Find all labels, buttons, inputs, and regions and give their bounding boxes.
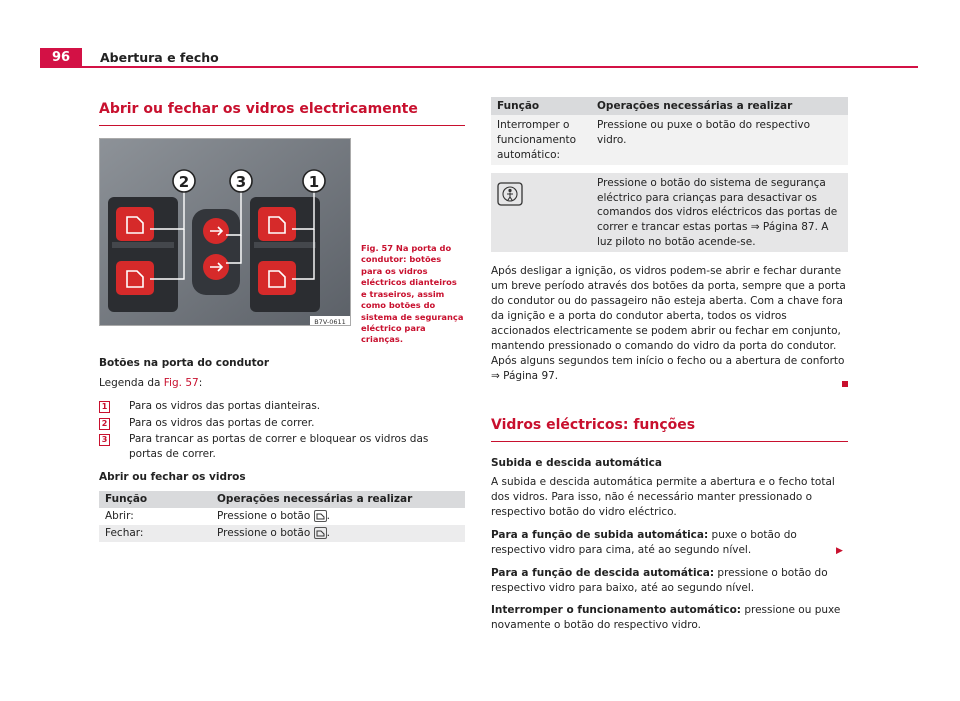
- continue-arrow-icon: ▶: [836, 546, 843, 556]
- ignition-paragraph: [491, 264, 848, 383]
- legend-text: Para os vidros das portas de correr.: [129, 416, 315, 429]
- text-up: puxe o botão do respectivo vidro para cima, até ao segundo nível.: [491, 528, 797, 556]
- legend-number-badge: 1: [99, 401, 110, 413]
- op-text: Pressione o botão: [217, 510, 311, 523]
- legend-number-badge: 2: [99, 418, 110, 430]
- paragraph-text: Após desligar a ignição, os vidros podem-se abrir e fechar durante um breve período através dos botões da porta, sempre que a porta do condutor ou do passageiro não esteja aberta. Com a chave fora da ignição e a porta do condutor aberta, todos os vidros accionados electricamente se podem abrir ou fechar em conjunto, mantendo pressionado o comando do vidro da porta do condutor. Após alguns segundos tem início o fecho ou a abertura de conforto ⇒ Página 97.: [491, 265, 846, 382]
- table-cell: Pressione o botão do sistema de segurança eléctrico para crianças para desactivar os comandos dos vidros eléctricos das portas de correr e trancar estas portas ⇒ Página 87. A luz piloto no botão acende-se.: [591, 169, 848, 253]
- table-header-row: [99, 491, 465, 508]
- figure-window-buttons: [99, 138, 351, 326]
- right-column: [491, 97, 848, 633]
- figure-row: [99, 138, 465, 346]
- callout-label: 3: [235, 172, 247, 191]
- legend-item: [99, 399, 465, 414]
- text-down: pressione o botão do respectivo vidro para baixo, até ao segundo nível.: [491, 566, 828, 594]
- header-rule: [40, 66, 918, 68]
- table-row: [491, 115, 848, 169]
- table-cell: Interromper o funcionamento automático:: [491, 115, 591, 169]
- legend-number-badge: 3: [99, 434, 110, 446]
- paragraph-auto: A subida e descida automática permite a abertura e o fecho total dos vidros. Para isso, não é necessário manter pressionado o respectivo botão do vidro eléctrico.: [491, 476, 835, 518]
- table-cell: [211, 508, 465, 525]
- table-header: Operações necessárias a realizar: [211, 491, 465, 508]
- legend-item: [99, 432, 465, 462]
- text-interrupt: pressione ou puxe novamente o botão do respectivo vidro.: [491, 604, 841, 632]
- open-close-table: [99, 491, 465, 542]
- table-cell: Abrir:: [105, 510, 134, 523]
- legend-text: Para os vidros das portas dianteiras.: [129, 399, 321, 412]
- paragraph-interrupt: [491, 603, 848, 633]
- legend-item: [99, 416, 465, 431]
- section-title-functions: Vidros eléctricos: funções: [491, 416, 848, 442]
- table-row: [491, 169, 848, 253]
- page-number: 96: [40, 48, 82, 68]
- subheading-driver-door: Botões na porta do condutor: [99, 356, 270, 369]
- table-header: Função: [491, 97, 591, 115]
- label-down: Para a função de descida automática:: [491, 566, 715, 579]
- legend-text: Para trancar as portas de correr e bloquear os vidros das portas de correr.: [129, 433, 429, 461]
- op-end: .: [326, 526, 330, 539]
- figure-link[interactable]: Fig. 57: [163, 376, 199, 389]
- image-code: B7V-0611: [314, 317, 346, 326]
- paragraph-up: [491, 528, 848, 558]
- table-row: [99, 525, 465, 542]
- door-panel-illustration: [100, 139, 351, 326]
- front-right-window-button: [258, 261, 296, 295]
- section-title: Abrir ou fechar os vidros electricamente: [99, 100, 465, 126]
- table-cell: Fechar:: [99, 525, 211, 542]
- subheading-auto: Subida e descida automática: [491, 457, 662, 470]
- legend-list: [99, 399, 465, 463]
- label-up: Para a função de subida automática:: [491, 528, 709, 541]
- table-row: [99, 508, 465, 525]
- front-left-window-button: [258, 207, 296, 241]
- op-end: .: [326, 510, 330, 523]
- table-header: Operações necessárias a realizar: [591, 97, 848, 115]
- table-cell: Pressione ou puxe o botão do respectivo vidro.: [591, 115, 848, 169]
- legend-suffix: :: [198, 376, 203, 389]
- label-interrupt: Interromper o funcionamento automático:: [491, 604, 741, 617]
- running-title: Abertura e fecho: [100, 50, 219, 65]
- paragraph-down: [491, 566, 848, 596]
- callout-label: 2: [178, 172, 190, 191]
- functions-table: [491, 97, 848, 252]
- rear-right-window-button: [116, 261, 154, 295]
- legend-prefix: Legenda da: [99, 376, 164, 389]
- callout-label: 1: [308, 172, 320, 191]
- window-open-icon: [314, 510, 327, 522]
- left-column: [99, 100, 465, 542]
- rear-left-window-button: [116, 207, 154, 241]
- window-close-icon: [314, 527, 327, 539]
- legend-reference: [99, 376, 465, 391]
- table-cell: [491, 169, 591, 253]
- table-cell: [211, 525, 465, 542]
- table-header-row: [491, 97, 848, 115]
- table-header: Função: [99, 491, 211, 508]
- child-safety-icon: [497, 182, 523, 211]
- table-heading: Abrir ou fechar os vidros: [99, 471, 246, 484]
- op-text: Pressione o botão: [217, 526, 311, 539]
- figure-caption: Fig. 57 Na porta do condutor: botões para os vidros eléctricos dianteiros e traseiros, assim como botões do sistema de segurança eléctrico para crianças.: [361, 242, 464, 345]
